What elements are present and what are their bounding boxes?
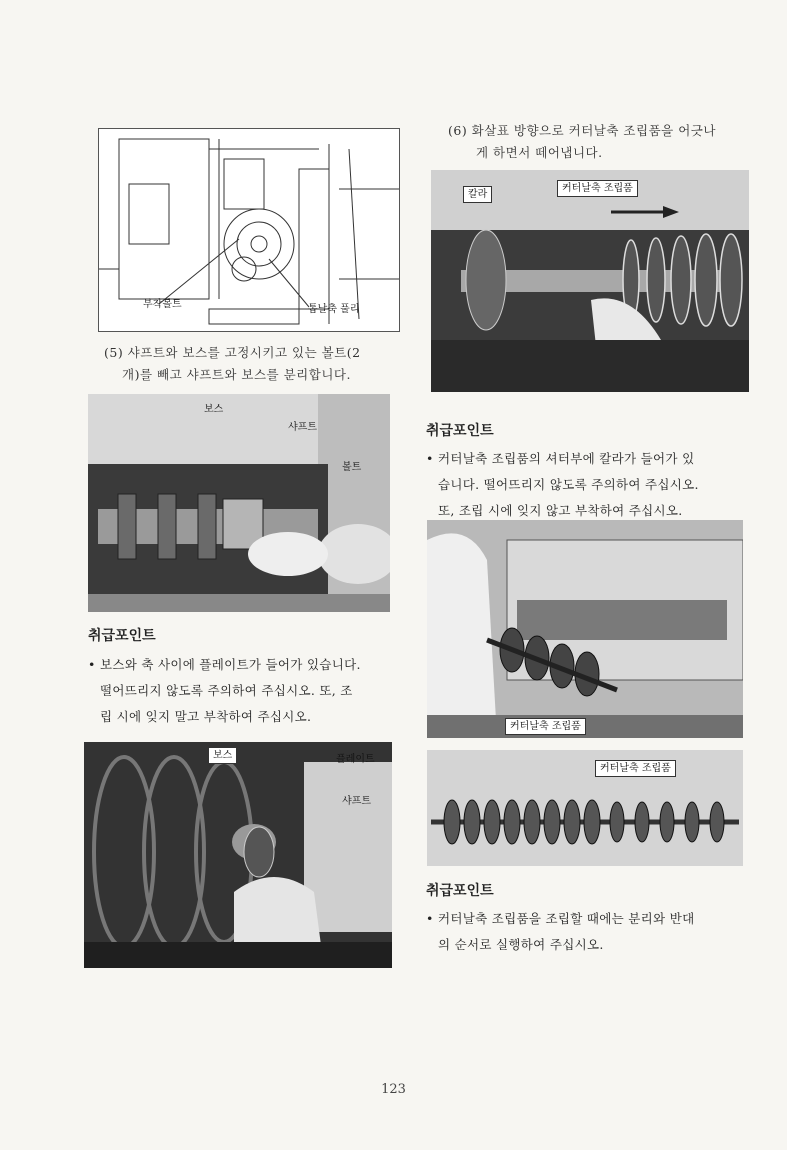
handling-point-2-heading: 취급포인트: [426, 423, 494, 439]
label-cutter-assembly-2: 커터날축 조립품: [505, 718, 586, 735]
handling-point-3-heading: 취급포인트: [426, 883, 494, 899]
page-number: 123: [381, 1082, 406, 1097]
handling-1-line-1: • 보스와 축 사이에 플레이트가 들어가 있습니다.: [88, 657, 361, 672]
label-saw-shaft-pulley: 톱날축 풀리: [308, 304, 360, 315]
handling-2-line-3: 또, 조립 시에 잊지 않고 부착하여 주십시오.: [438, 503, 683, 518]
step-5-line-2: 개)를 빼고 샤프트와 보스를 분리합니다.: [122, 367, 351, 382]
label-shaft-2: 샤프트: [342, 796, 371, 807]
handling-1-line-3: 립 시에 잊지 말고 부착하여 주십시오.: [100, 709, 312, 724]
label-boss-2: 보스: [208, 747, 237, 764]
handling-3-line-1: • 커터날축 조립품을 조립할 때에는 분리와 반대: [426, 911, 695, 926]
figure-5-photo: [427, 520, 743, 738]
label-bolt: 볼트: [342, 462, 362, 473]
figure-4-photo: [431, 170, 749, 392]
label-cutter-assembly-3: 커터날축 조립품: [595, 760, 676, 777]
handling-2-line-2: 습니다. 떨어뜨리지 않도록 주의하여 주십시오.: [438, 477, 699, 492]
handling-3-line-2: 의 순서로 실행하여 주십시오.: [438, 937, 604, 952]
label-shaft: 샤프트: [288, 422, 317, 433]
handling-2-line-1: • 커터날축 조립품의 셔터부에 칼라가 들어가 있: [426, 451, 695, 466]
figure-2-photo: [88, 394, 390, 612]
handling-point-1-text: [88, 652, 361, 730]
label-collar: 칼라: [463, 186, 492, 203]
handling-point-2-text: [426, 446, 699, 524]
figure-6-photo: [427, 750, 743, 866]
handling-1-line-2: 떨어뜨리지 않도록 주의하여 주십시오. 또, 조: [100, 683, 353, 698]
handling-point-1-heading: 취급포인트: [88, 628, 156, 644]
step-6-line-2: 게 하면서 떼어냅니다.: [476, 145, 603, 160]
step-6-text: [448, 120, 716, 164]
label-boss: 보스: [204, 404, 224, 415]
step-5-line-1: (5) 샤프트와 보스를 고정시키고 있는 볼트(2: [104, 345, 361, 360]
step-5-text: [104, 342, 361, 386]
label-plate: 플레이트: [336, 754, 375, 765]
label-mounting-bolt: 부착볼트: [143, 299, 182, 310]
figure-1-drawing: [98, 128, 400, 332]
label-cutter-assembly-1: 커터날축 조립품: [557, 180, 638, 197]
figure-3-photo: [84, 742, 392, 968]
step-6-line-1: (6) 화살표 방향으로 커터날축 조립품을 어긋나: [448, 123, 716, 138]
handling-point-3-text: [426, 906, 694, 958]
